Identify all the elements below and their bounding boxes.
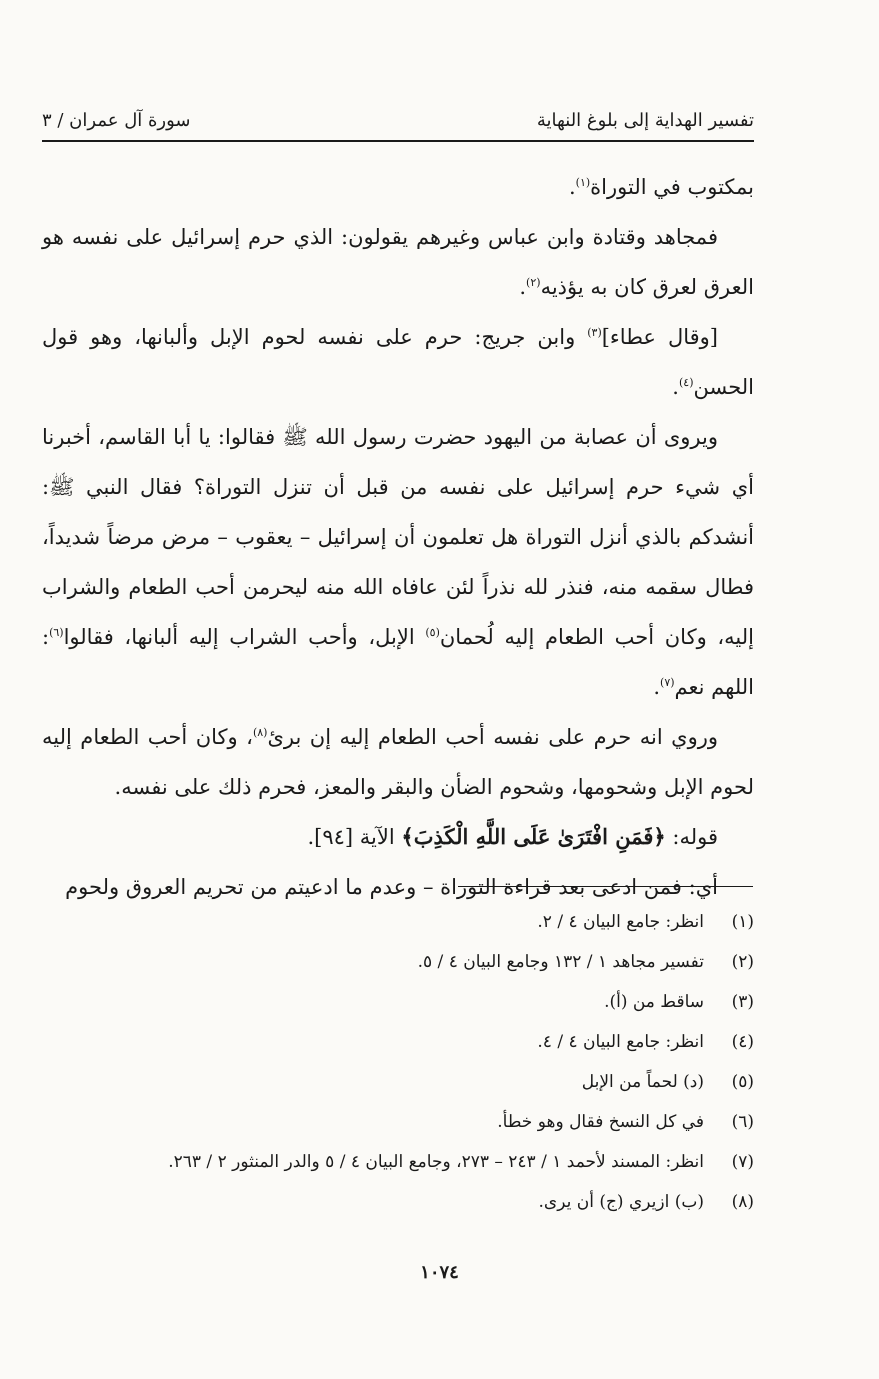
footnote-ref-8[interactable]: (٨): [252, 726, 268, 739]
footnote-item: [42, 1062, 754, 1102]
footnote-item: [42, 982, 754, 1022]
paragraph-1: بمكتوب في التوراة$^{(١)}$.: [568, 175, 754, 199]
footnote-ref-1[interactable]: (١): [575, 176, 591, 189]
footnote-number: (٥): [731, 1072, 754, 1092]
footnote-text: في كل النسخ فقال وهو خطأ.: [497, 1112, 704, 1132]
paragraph-3: [وقال عطاء]$^{(٣)}$ وابن جريج: حرم على نفسه لحوم الإبل وألبانها، وهو قول الحسن$^{(٤)}$.: [42, 325, 754, 399]
footnote-text: (د) لحماً من الإبل: [581, 1072, 704, 1092]
footnote-ref-2[interactable]: (٢): [526, 276, 541, 289]
footnote-ref-4[interactable]: (٤): [678, 376, 694, 389]
footnote-item: [42, 1142, 754, 1182]
footnote-number: (٢): [731, 952, 754, 972]
footnote-text: انظر: المسند لأحمد ١ / ٢٤٣ – ٢٧٣، وجامع البيان ٤ / ٥ والدر المنثور ٢ / ٢٦٣.: [168, 1152, 704, 1172]
paragraph-2: فمجاهد وقتادة وابن عباس وغيرهم يقولون: الذي حرم إسرائيل على نفسه هو العرق لعرق كان به يؤذيه$^{(٢)}$.: [42, 225, 754, 299]
footnote-separator: [458, 886, 753, 887]
footnote-ref-7[interactable]: (٧): [660, 676, 675, 689]
footnote-item: [42, 902, 754, 942]
footnote-item: [42, 1102, 754, 1142]
footnote-text: (ب) ازيري (ج) أن يرى.: [538, 1192, 704, 1212]
main-text: [42, 162, 754, 912]
footnote-text: ساقط من (أ).: [604, 992, 704, 1012]
footnote-number: (٧): [731, 1152, 754, 1172]
footnote-item: [42, 1182, 754, 1222]
footnote-number: (٦): [731, 1112, 754, 1132]
footnote-ref-5[interactable]: (٥): [425, 626, 440, 639]
paragraph-4: ويروى أن عصابة من اليهود حضرت رسول الله ﷺ فقالوا: يا أبا القاسم، أخبرنا أي شيء حرم إسرائيل على نفسه من قبل أن تنزل التوراة؟ فقال النبي ﷺ: أنشدكم بالذي أنزل التوراة هل تعلمون أن إسرائيل – يعقوب – مرض مرضاً شديداً، فطال سقمه منه، فنذر لله نذراً لئن عافاه الله منه ليحرمن أحب الطعام والشراب إليه، وكان أحب الطعام إليه لُحمان$^{(٥)}$ الإبل، وأحب الشراب إليه ألبانها، فقالوا$^{(٦)}$: اللهم نعم$^{(٧)}$.: [42, 425, 754, 699]
footnote-text: انظر: جامع البيان ٤ / ٢.: [537, 912, 704, 932]
page-number: ١٠٧٤: [420, 1262, 459, 1283]
footnote-text: تفسير مجاهد ١ / ١٣٢ وجامع البيان ٤ / ٥.: [417, 952, 704, 972]
footnote-text: انظر: جامع البيان ٤ / ٤.: [537, 1032, 704, 1052]
quran-verse: ﴿فَمَنِ افْتَرَىٰ عَلَى اللَّهِ الْكَذِبَ﴾: [401, 824, 666, 849]
footnote-number: (٨): [731, 1192, 754, 1212]
book-title: تفسير الهداية إلى بلوغ النهاية: [536, 109, 754, 131]
footnotes: [42, 902, 754, 1222]
paragraph-7: أي: فمن ادعى بعد قراءة التوراة – وعدم ما ادعيتم من تحريم العروق ولحوم: [65, 875, 718, 899]
footnote-number: (٣): [731, 992, 754, 1012]
footnote-item: [42, 942, 754, 982]
footnote-number: (٤): [731, 1032, 754, 1052]
footnote-ref-6[interactable]: (٦): [49, 626, 64, 639]
surah-title: سورة آل عمران / ٣: [42, 109, 191, 131]
running-header: [42, 100, 754, 142]
paragraph-5: وروي انه حرم على نفسه أحب الطعام إليه إن برئ$^{(٨)}$، وكان أحب الطعام إليه لحوم الإبل وشحومها، وشحوم الضأن والبقر والمعز، فحرم ذلك على نفسه.: [42, 725, 754, 799]
footnote-item: [42, 1022, 754, 1062]
footnote-ref-3[interactable]: (٣): [587, 326, 602, 339]
footnote-number: (١): [731, 912, 754, 932]
paragraph-6: قوله: ﴿فَمَنِ افْتَرَىٰ عَلَى اللَّهِ الْكَذِبَ﴾ الآية [٩٤].: [307, 824, 718, 849]
